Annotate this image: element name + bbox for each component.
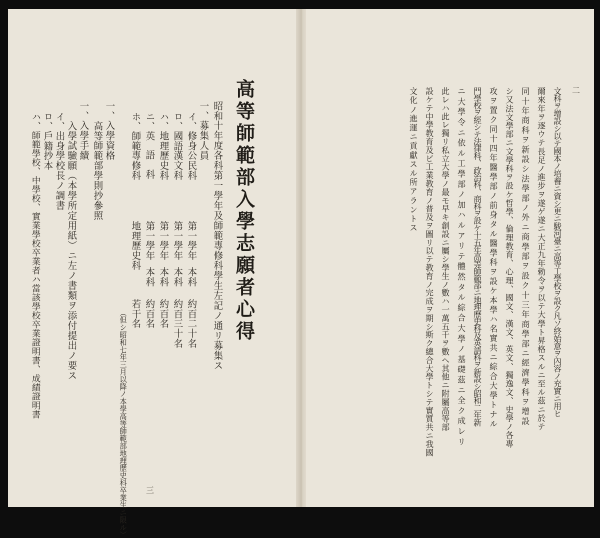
documents-text: 入學試驗願（本學所定用紙）ニ左ノ書類ヲ添付提出ノ要ス (65, 121, 77, 381)
document-mark: イ、 (54, 112, 64, 132)
document-text: 戶籍抄本 (41, 131, 53, 171)
department-name: 國語漢文科 (171, 131, 183, 181)
department-name: 英語科 (143, 131, 155, 190)
department-name: 地理歷史科 (157, 131, 169, 181)
department-year: 第一學年 (143, 221, 155, 261)
body-line: ニ大學令ニ依ル工學部ノ加ハルアリテ體然タル綜合大學ノ基礎茲ニ全ク成レリ (457, 87, 468, 448)
department-count: 若干名 (129, 299, 141, 329)
left-page (8, 9, 298, 538)
page-title: 高等師範部入學志願者心得 (233, 79, 255, 343)
department-mark: ハ、 (158, 112, 168, 132)
department-year: 第一學年 (157, 221, 169, 261)
department-note: （但シ昭和七年三月以降ノ本學高等師範部地理歷史科卒業生ニ限ル） (119, 309, 129, 538)
body-line: 文化ノ進運ニ貢獻スル所アラントス (409, 87, 420, 233)
right-page (306, 9, 594, 507)
body-line: 攻ヲ置ク同十四年醫學部ノ前身タル醫學科ヲ設ケ本學ハ名實共ニ綜合大學トナル (489, 87, 500, 429)
department-year: 第一學年 (185, 221, 197, 261)
document-text: 出身學校長ノ調書 (53, 131, 65, 211)
department-mark: ロ、 (172, 112, 182, 132)
document-text: 師範學校、中學校、實業學校卒業者ハ當該學校卒業證明書、成績證明書 (29, 131, 40, 419)
documents-heading: 一、入學手續 (77, 101, 89, 161)
body-line: 同十年商科ヲ新設シ法學部ノ外ニ商學部ヲ設ク十三年商學部ニ經濟學科ヲ增設 (521, 87, 532, 427)
page-number-right: 二 (572, 86, 580, 95)
department-count: 約百三十名 (171, 299, 183, 349)
department-year: 第一學年 (171, 221, 183, 261)
body-line: 設ケテ中學教育及ビ工業教育ノ普及ヲ圖リ以テ教育ノ完成ヲ期シ斯ク總合大學トシテ實質共ニ我國 (425, 87, 436, 457)
body-line: 爾來年ヲ逐ウテ長足ノ進步ヲ遂ゲ遂ニ大正九年勅令ヲ以テ大學ト昇格スルニ至ル茲ニ於テ (537, 87, 548, 431)
intro-text: 昭和十年度各科第一學年及師範專修科學生左記ノ通リ募集ス (211, 101, 223, 371)
department-type: 本科 (185, 267, 197, 287)
department-type: 本科 (157, 267, 169, 287)
department-name: 修身公民科 (185, 131, 197, 181)
document-mark: ロ、 (42, 112, 52, 132)
recruitment-heading: 一、募集人員 (197, 101, 209, 161)
department-count: 約百名 (143, 299, 155, 329)
document-mark: ハ、 (30, 112, 40, 132)
department-count: 約百名 (157, 299, 169, 329)
department-count: 約百二十名 (185, 299, 197, 349)
body-line: シ又法文學部ニ文學科ヲ設ケ哲學、倫理教育、心理、國文、漢文、英文、獨逸文、史學ノ各專 (505, 87, 516, 449)
department-mark: イ、 (186, 112, 196, 132)
page-number-left: 三 (146, 486, 154, 495)
department-type: 本科 (143, 267, 155, 287)
body-line: 門學校ヲ經シテ法律科、政治科、商科ヲ設ケ十五年高等師範部ニ地理歷史科及英語科ヲ新設シ昭和二年新 (473, 87, 484, 426)
qualification-heading: 一、入學資格 (103, 101, 115, 161)
department-type: 本科 (171, 267, 183, 287)
department-name: 師範專修科 (129, 131, 141, 181)
body-line: 文科ヲ增設シ以テ國本ノ培養ニ資シ更ニ駿河臺ニ高等工學校ヲ設ク凡ソ終始意ヲ內容ノ充實ニ用ヒ (553, 87, 564, 417)
department-mark: ニ、 (144, 112, 154, 132)
department-subject: 地理歷史科 (129, 221, 141, 271)
body-line: 此レハ此レ獨リ私立大學ノ最モ早キ創設ニ屬シ學生ノ數ハ一萬五千ヲ數ヘ其他ニ附屬高等部 (441, 87, 452, 432)
qualification-text: 高等師範部學則抄參照 (91, 121, 103, 221)
department-mark: ホ、 (130, 112, 140, 132)
book-spread (8, 9, 594, 538)
